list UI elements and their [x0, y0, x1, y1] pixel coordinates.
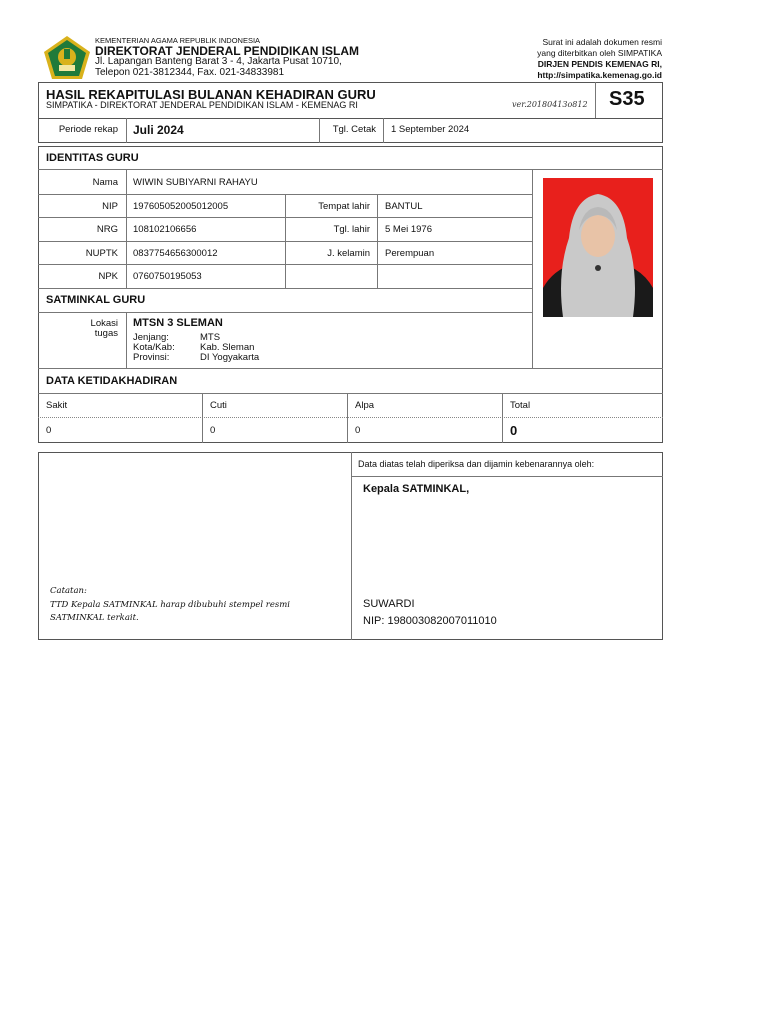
signatory-nip: NIP: 198003082007011010 [363, 615, 497, 627]
periode-label: Periode rekap [58, 124, 118, 135]
verified-text: Data diatas telah diperiksa dan dijamin kebenarannya oleh: [358, 459, 595, 469]
jenjang-value: MTS [200, 332, 221, 343]
catatan-line-1: TTD Kepala SATMINKAL harap dibubuhi stempel resmi [50, 600, 291, 610]
report-subtitle: SIMPATIKA - DIREKTORAT JENDERAL PENDIDIKAN ISLAM - KEMENAG RI [46, 100, 358, 110]
report-title: HASIL REKAPITULASI BULANAN KEHADIRAN GURU [46, 87, 376, 102]
address-line: Jl. Lapangan Banteng Barat 3 - 4, Jakarta Pusat 10710, [95, 56, 342, 67]
version-label: ver.20180413o812 [512, 100, 588, 109]
nrg-value: 108102106656 [133, 224, 197, 235]
note-url[interactable]: http://simpatika.kemenag.go.id [537, 70, 662, 80]
sakit-value: 0 [46, 425, 52, 436]
tgl-lahir-value: 5 Mei 1976 [385, 224, 433, 235]
kemenag-logo-icon [42, 35, 92, 81]
directorate-name: DIREKTORAT JENDERAL PENDIDIKAN ISLAM [95, 44, 360, 58]
school-name: MTSN 3 SLEMAN [133, 317, 223, 329]
nuptk-value: 0837754656300012 [133, 248, 218, 259]
catatan-line-2: SATMINKAL terkait. [50, 613, 139, 623]
kota-value: Kab. Sleman [200, 342, 255, 353]
teacher-photo [543, 178, 653, 317]
nama-value: WIWIN SUBIYARNI RAHAYU [133, 177, 258, 188]
cuti-header: Cuti [210, 400, 227, 411]
ketidakhadiran-heading: DATA KETIDAKHADIRAN [46, 375, 178, 387]
note-line-3: DIRJEN PENDIS KEMENAG RI, [537, 59, 662, 69]
phone-line: Telepon 021-3812344, Fax. 021-34833981 [95, 67, 285, 78]
nrg-label: NRG [96, 224, 118, 235]
nuptk-label: NUPTK [85, 248, 118, 259]
satminkal-heading: SATMINKAL GURU [46, 294, 146, 306]
jenis-kelamin-label: J. kelamin [327, 248, 370, 259]
tempat-lahir-value: BANTUL [385, 201, 423, 212]
cuti-value: 0 [210, 425, 216, 436]
document-note [537, 37, 662, 81]
nama-label: Nama [92, 177, 118, 188]
alpa-header: Alpa [355, 400, 375, 411]
note-line-1: Surat ini adalah dokumen resmi [542, 37, 662, 47]
catatan-label: Catatan: [50, 586, 87, 596]
total-value: 0 [510, 423, 518, 438]
nip-value: 197605052005012005 [133, 201, 229, 212]
lokasi-label [40, 319, 118, 339]
npk-value: 0760750195053 [133, 271, 202, 282]
kota-label: Kota/Kab: [133, 342, 175, 353]
ministry-name: KEMENTERIAN AGAMA REPUBLIK INDONESIA [95, 36, 261, 45]
periode-value: Juli 2024 [133, 123, 184, 137]
note-line-2: yang diterbitkan oleh SIMPATIKA [537, 48, 662, 58]
tgl-lahir-label: Tgl. lahir [333, 224, 370, 235]
jenjang-label: Jenjang: [133, 332, 169, 343]
tempat-lahir-label: Tempat lahir [318, 201, 370, 212]
identitas-heading: IDENTITAS GURU [46, 152, 139, 164]
cetak-value: 1 September 2024 [391, 124, 470, 135]
cetak-label: Tgl. Cetak [332, 124, 376, 135]
jenis-kelamin-value: Perempuan [385, 248, 435, 259]
sakit-header: Sakit [46, 400, 68, 411]
report-code: S35 [609, 88, 645, 110]
provinsi-value: DI Yogyakarta [200, 352, 260, 363]
total-header: Total [510, 400, 531, 411]
lokasi-label-line1: Lokasi [90, 318, 118, 329]
alpa-value: 0 [355, 425, 361, 436]
nip-label: NIP [102, 201, 118, 212]
provinsi-label: Provinsi: [133, 352, 170, 363]
signatory-name: SUWARDI [363, 598, 415, 610]
lokasi-label-line2: tugas [94, 328, 118, 339]
signatory-role: Kepala SATMINKAL, [363, 483, 470, 495]
npk-label: NPK [98, 271, 118, 282]
